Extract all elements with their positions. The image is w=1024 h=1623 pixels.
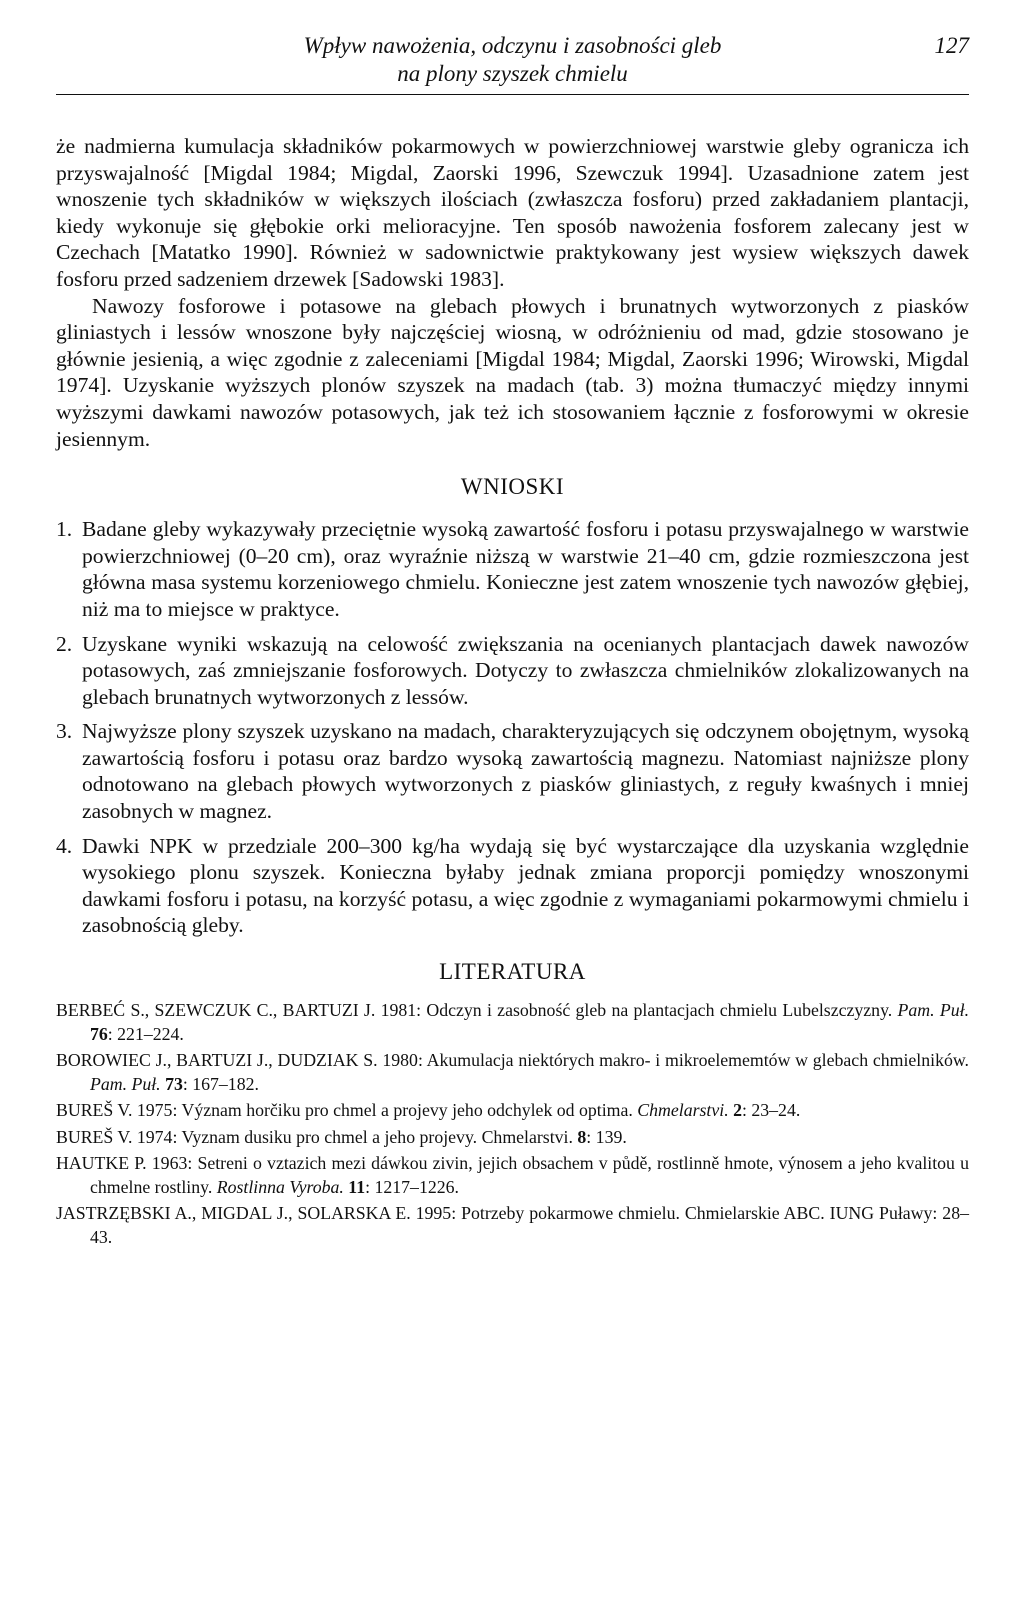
conclusion-number: 2. — [56, 631, 73, 656]
reference-text: 1980: Akumulacja niektórych makro- i mikroelememtów w glebach chmielników. — [377, 1050, 969, 1071]
reference-entry — [56, 1099, 969, 1123]
header-rule — [56, 94, 969, 95]
conclusion-item — [56, 833, 969, 939]
reference-volume: 73 — [160, 1073, 183, 1094]
conclusion-number: 1. — [56, 517, 73, 542]
reference-authors: HAUTKE P. — [56, 1153, 147, 1174]
page-number: 127 — [934, 33, 969, 58]
reference-entry — [56, 1152, 969, 1199]
reference-pages: : 139. — [586, 1126, 627, 1147]
conclusion-text: Uzyskane wyniki wskazują na celowość zwiększania na ocenianych plantacjach dawek nawozów potasowych, zaś zmniejszanie fosforowych. Dotyczy to zwłaszcza chmielników zlokalizowanych na glebach brunatnych wytworzonych z lessów. — [82, 631, 969, 709]
reference-text: 1995: Potrzeby pokarmowe chmielu. Chmielarskie ABC. IUNG Puławy: 28–43. — [90, 1203, 969, 1247]
reference-volume: 8 — [572, 1126, 587, 1147]
reference-text: 1974: Vyznam dusiku pro chmel a jeho projevy. Chmelarstvi. — [132, 1126, 573, 1147]
conclusion-text: Dawki NPK w przedziale 200–300 kg/ha wydają się być wystarczające dla uzyskania względnie wysokiego plonu szyszek. Konieczna byłaby jednak zmiana proporcji pomiędzy wnoszonymi dawkami fosforu i potasu, na korzyść potasu, a więc zgodnie z wymaganiami pokarmowymi chmielu i zasobnością gleby. — [82, 833, 969, 938]
conclusion-item — [56, 516, 969, 622]
paragraph-2: Nawozy fosforowe i potasowe na glebach płowych i brunatnych wytworzonych z piasków gliniastych i lessów wnoszone były najczęściej wiosną, w odróżnieniu od mad, gdzie stosowano je głównie jesienią, a więc zgodnie z zaleceniami [Migdal 1984; Migdal, Zaorski 1996; Wirowski, Migdal 1974]. Uzyskanie wyższych plonów szyszek na madach (tab. 3) można tłumaczyć między innymi wyższymi dawkami nawozów potasowych, jak też ich stosowaniem łącznie z fosforowymi w okresie jesiennym. — [56, 293, 969, 451]
reference-entry — [56, 999, 969, 1046]
section-heading-literatura: LITERATURA — [439, 959, 586, 985]
reference-authors: BOROWIEC J., BARTUZI J., DUDZIAK S. — [56, 1050, 378, 1071]
reference-authors: BUREŠ V. — [56, 1100, 133, 1121]
reference-pages: : 221–224. — [107, 1023, 184, 1044]
reference-entry — [56, 1049, 969, 1096]
reference-authors: BERBEĆ S., SZEWCZUK C., BARTUZI J. — [56, 1000, 376, 1021]
references-list — [56, 999, 969, 1249]
reference-text: 1963: Setreni o vztazich mezi dáwkou zivin, jejich obsachem v půdě, rostlinně hmote, výnosem a jeho kvalitou u chmelne rostliny. — [90, 1153, 969, 1197]
body-text — [56, 133, 969, 452]
conclusion-number: 3. — [56, 719, 73, 744]
reference-authors: JASTRZĘBSKI A., MIGDAL J., SOLARSKA E. — [56, 1203, 411, 1224]
conclusion-text: Badane gleby wykazywały przeciętnie wysoką zawartość fosforu i potasu przyswajalnego w warstwie powierzchniowej (0–20 cm), oraz wyraźnie niższą w warstwie 21–40 cm, gdzie rozmieszczona jest główna masa systemu korzeniowego chmielu. Konieczne jest zatem wnoszenie tych nawozów głębiej, niż ma to miejsce w praktyce. — [82, 517, 969, 621]
conclusions-list — [56, 516, 969, 939]
reference-pages: : 167–182. — [182, 1073, 259, 1094]
section-heading-wnioski: WNIOSKI — [460, 474, 565, 500]
running-title-line-1: Wpływ nawożenia, odczynu i zasobności gleb — [303, 33, 722, 58]
reference-volume: 11 — [343, 1176, 366, 1197]
running-title-line-2: na plony szyszek chmielu — [397, 61, 628, 86]
conclusion-number: 4. — [56, 833, 73, 858]
reference-pages: : 1217–1226. — [365, 1176, 459, 1197]
conclusion-item — [56, 718, 969, 824]
paragraph-1: że nadmierna kumulacja składników pokarmowych w powierzchniowej warstwie gleby ogranicza ich przyswajalność [Migdal 1984; Migdal, Zaorski 1996, Szewczuk 1994]. Uzasadnione zatem jest wnoszenie tych składników w większych ilościach (zwłaszcza fosforu) przed zakładaniem plantacji, kiedy wykonuje się głębokie orki melioracyjne. Ten sposób nawożenia fosforem zalecany jest w Czechach [Matatko 1990]. Również w sadownictwie praktykowany jest wysiew większych dawek fosforu przed sadzeniem drzewek [Sadowski 1983]. — [56, 134, 969, 291]
reference-authors: BUREŠ V. — [56, 1126, 133, 1147]
running-header — [56, 32, 969, 88]
reference-pages: : 23–24. — [742, 1100, 801, 1121]
reference-journal: Rostlinna Vyroba. — [216, 1176, 344, 1197]
reference-volume: 76 — [90, 1023, 108, 1044]
document-page — [56, 32, 969, 1252]
reference-text: 1981: Odczyn i zasobność gleb na plantacjach chmielu Lubelszczyzny. — [375, 1000, 898, 1021]
reference-entry — [56, 1126, 969, 1150]
conclusion-item — [56, 631, 969, 711]
reference-text: 1975: Význam horčiku pro chmel a projevy jeho odchylek od optima. — [132, 1100, 638, 1121]
reference-volume: 2 — [728, 1100, 742, 1121]
reference-journal: Chmelarstvi. — [637, 1100, 729, 1121]
reference-entry — [56, 1202, 969, 1249]
reference-journal: Pam. Puł. — [897, 1000, 970, 1021]
reference-journal: Pam. Puł. — [90, 1073, 161, 1094]
conclusion-text: Najwyższe plony szyszek uzyskano na madach, charakteryzujących się odczynem obojętnym, wysoką zawartością fosforu i potasu oraz bardzo wysoką zawartością magnezu. Natomiast najniższe plony odnotowano na glebach płowych wytworzonych z piasków gliniastych, z reguły kwaśnych i mniej zasobnych w magnez. — [82, 719, 969, 824]
